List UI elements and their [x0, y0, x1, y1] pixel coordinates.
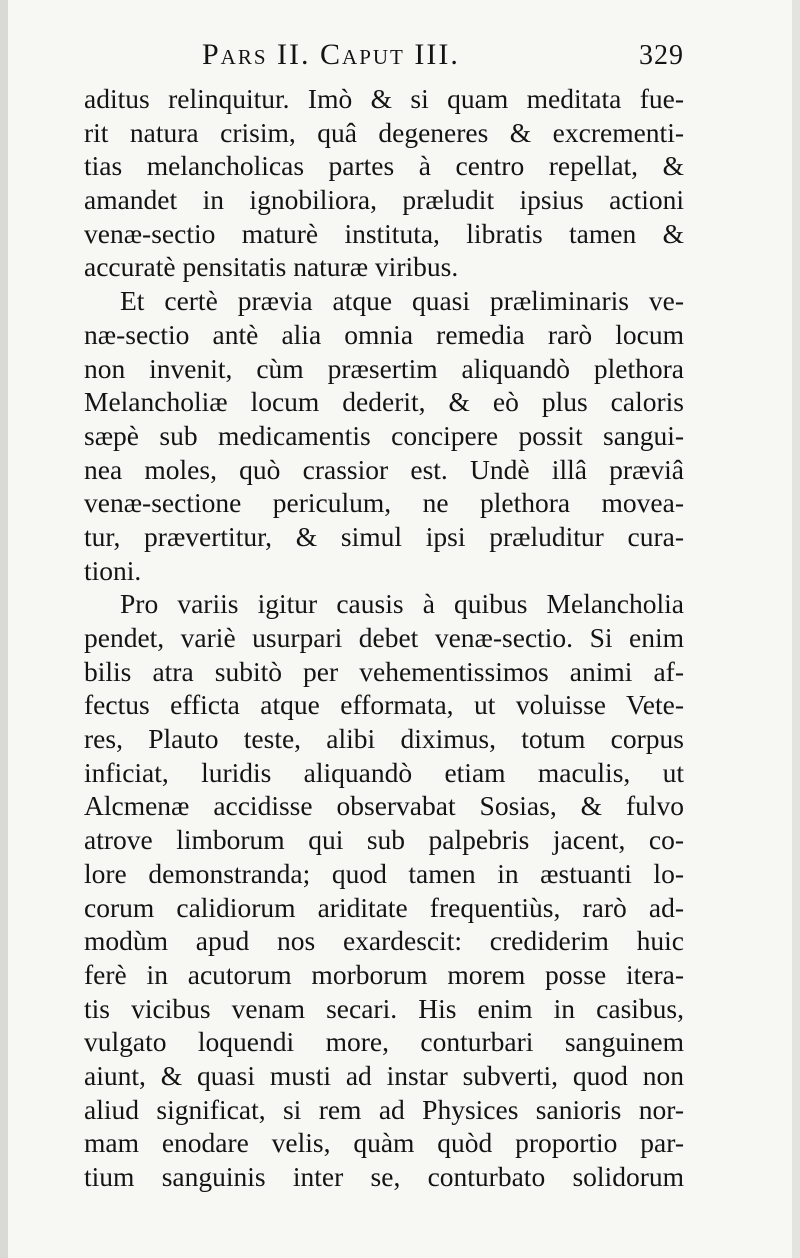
body-text — [84, 82, 684, 1194]
text-line: tis vicibus venam secari. His enim in casibus, — [84, 992, 684, 1024]
text-line: venæ-sectione periculum, ne plethora movea- — [84, 487, 684, 519]
text-line: res, Plauto teste, alibi diximus, totum corpus — [84, 723, 684, 755]
page-number: 329 — [639, 40, 684, 71]
page-edge-right — [792, 0, 800, 1258]
text-line: Alcmenæ accidisse observabat Sosias, & fulvo — [84, 790, 684, 822]
text-line: inficiat, luridis aliquandò etiam maculis, ut — [84, 756, 684, 788]
text-line: fectus efficta atque efformata, ut voluisse Vete- — [84, 689, 684, 721]
text-line: tioni. — [84, 554, 142, 586]
text-line: nea moles, quò crassior est. Undè illâ præviâ — [84, 453, 684, 485]
text-line: mam enodare velis, quàm quòd proportio par- — [84, 1127, 684, 1159]
text-line: bilis atra subitò per vehementissimos animi af- — [84, 655, 684, 687]
page-edge-left — [0, 0, 8, 1258]
text-line: amandet in ignobiliora, præludit ipsius actioni — [84, 184, 684, 216]
text-line: accuratè pensitatis naturæ viribus. — [84, 251, 459, 283]
text-line: Et certè prævia atque quasi præliminaris ve- — [120, 285, 684, 317]
paragraph-2 — [84, 284, 684, 587]
page-header — [84, 30, 684, 82]
paragraph-1 — [84, 82, 684, 284]
text-line: aliud significat, si rem ad Physices sanioris nor- — [84, 1093, 684, 1125]
text-line: tur, prævertitur, & simul ipsi præluditur cura- — [84, 520, 684, 552]
text-line: aiunt, & quasi musti ad instar subverti, quod non — [84, 1059, 684, 1091]
text-line: lore demonstranda; quod tamen in æstuanti lo- — [84, 857, 684, 889]
text-line: modùm apud nos exardescit: crediderim huic — [84, 925, 684, 957]
text-line: non invenit, cùm præsertim aliquandò plethora — [84, 352, 684, 384]
text-line: ferè in acutorum morborum morem posse itera- — [84, 958, 684, 990]
text-line: aditus relinquitur. Imò & si quam meditata fue- — [84, 83, 684, 114]
running-head: Pars II. Caput III. — [202, 38, 460, 71]
paragraph-3 — [84, 587, 684, 1193]
text-line: atrove limborum qui sub palpebris jacent, co- — [84, 824, 684, 856]
text-line: sæpè sub medicamentis concipere possit sangui- — [84, 419, 684, 451]
book-page — [84, 30, 684, 1194]
text-line: Melancholiæ locum dederit, & eò plus caloris — [84, 386, 684, 418]
text-line: tium sanguinis inter se, conturbato solidorum — [84, 1161, 684, 1192]
text-line: tias melancholicas partes à centro repellat, & — [84, 150, 684, 182]
text-line: næ-sectio antè alia omnia remedia rarò locum — [84, 318, 684, 350]
text-line: rit natura crisim, quâ degeneres & excrementi- — [84, 116, 684, 148]
text-line: corum calidiorum ariditate frequentiùs, rarò ad- — [84, 891, 684, 923]
text-line: Pro variis igitur causis à quibus Melancholia — [120, 588, 684, 620]
text-line: pendet, variè usurpari debet venæ-sectio. Si enim — [84, 622, 684, 653]
text-line: venæ-sectio maturè instituta, libratis tamen & — [84, 217, 684, 249]
text-line: vulgato loquendi more, conturbari sanguinem — [84, 1026, 684, 1058]
